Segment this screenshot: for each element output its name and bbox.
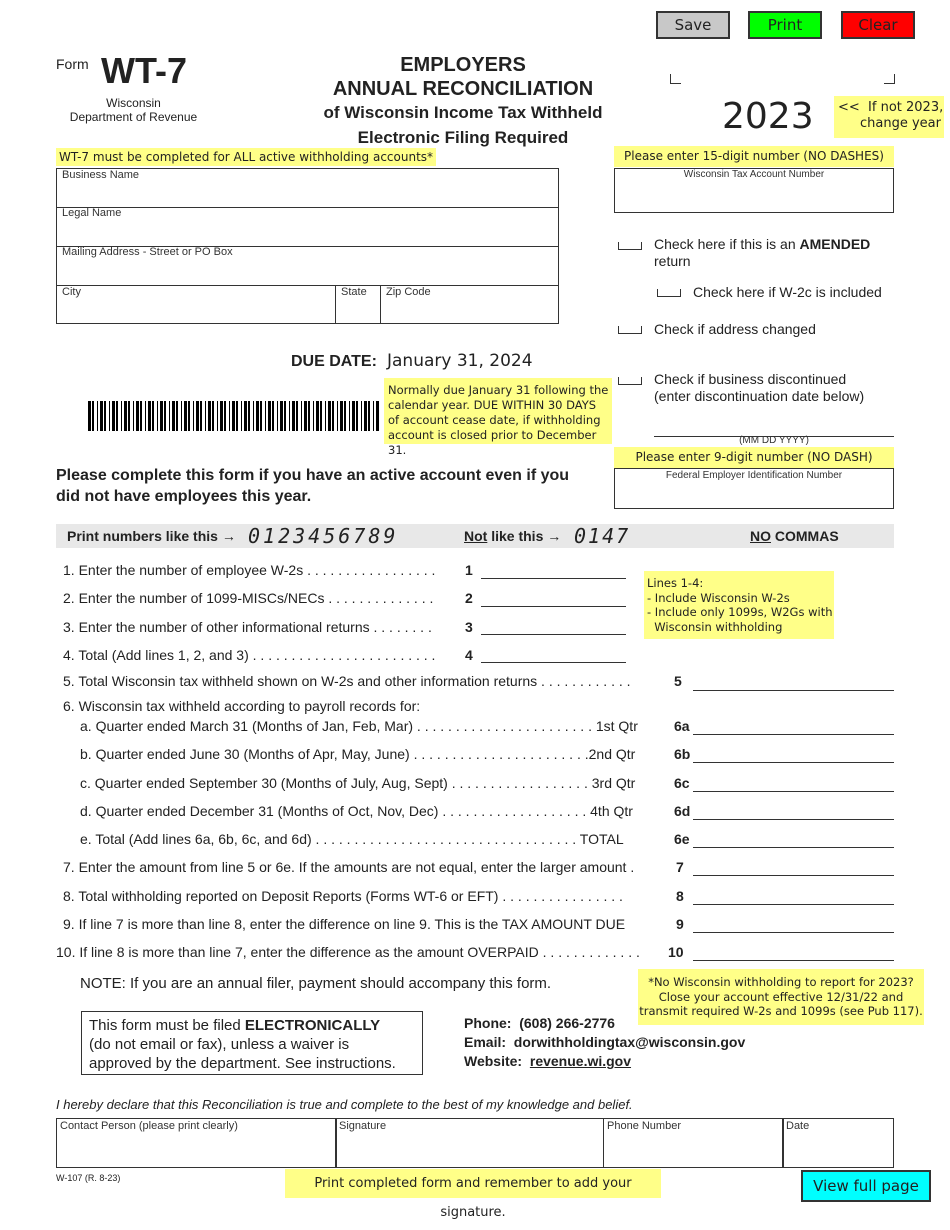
barcode-bar bbox=[364, 401, 367, 431]
barcode-bar bbox=[148, 401, 151, 431]
w2c-checkbox[interactable] bbox=[657, 289, 681, 297]
barcode-bar bbox=[340, 401, 343, 431]
lines-note-1: Lines 1-4: bbox=[647, 576, 704, 590]
barcode-bar bbox=[128, 401, 130, 431]
contact-info bbox=[464, 1014, 745, 1071]
tax-account-number-label: Wisconsin Tax Account Number bbox=[683, 169, 825, 180]
line-6a-input[interactable] bbox=[693, 716, 894, 735]
barcode-bar bbox=[265, 401, 266, 431]
due-note-line-2: calendar year. DUE WITHIN 30 DAYS bbox=[388, 398, 597, 412]
lines-note-4: Wisconsin withholding bbox=[647, 619, 783, 634]
barcode-bar bbox=[193, 401, 194, 431]
print-like-label: Print numbers like this → bbox=[67, 528, 236, 544]
address-changed-checkbox[interactable] bbox=[618, 326, 642, 334]
form-id: WT-7 bbox=[101, 50, 187, 91]
legal-name-field[interactable] bbox=[56, 207, 559, 247]
barcode-bar bbox=[116, 401, 118, 431]
barcode-bar bbox=[88, 401, 91, 431]
barcode-bar bbox=[289, 401, 290, 431]
barcode-bar bbox=[301, 401, 302, 431]
title-line-4: Electronic Filing Required bbox=[357, 128, 569, 147]
date-label: Date bbox=[786, 1120, 810, 1132]
all-accounts-note: WT-7 must be completed for ALL active withholding accounts* bbox=[56, 148, 436, 166]
agency-name bbox=[56, 96, 211, 124]
barcode-bar bbox=[356, 401, 358, 431]
annual-filer-note: NOTE: If you are an annual filer, payment should accompany this form. bbox=[80, 975, 552, 992]
barcode-bar bbox=[109, 401, 110, 431]
amended-label bbox=[654, 236, 894, 270]
line-6b-number: 6b bbox=[674, 746, 691, 762]
email-row bbox=[464, 1033, 745, 1052]
barcode-bar bbox=[328, 401, 331, 431]
barcode-bar bbox=[212, 401, 214, 431]
instruction-text bbox=[56, 465, 569, 507]
no-word: NO bbox=[750, 528, 771, 544]
fein-note: Please enter 9-digit number (NO DASH) bbox=[614, 447, 894, 468]
barcode-bar bbox=[241, 401, 242, 431]
not-like-label bbox=[464, 528, 561, 544]
line-6e-number: 6e bbox=[674, 831, 690, 847]
lines-1-4-note bbox=[644, 571, 834, 639]
due-date-label: DUE DATE: bbox=[291, 353, 377, 370]
line-8-number: 8 bbox=[676, 888, 684, 904]
due-note-line-1: Normally due January 31 following the bbox=[388, 383, 609, 397]
line-9-number: 9 bbox=[676, 916, 684, 932]
line-9-input[interactable] bbox=[693, 914, 894, 933]
barcode-bar bbox=[256, 401, 259, 431]
amended-text: Check here if this is an bbox=[654, 236, 800, 252]
barcode-bar bbox=[92, 401, 94, 431]
declaration-text: I hereby declare that this Reconciliation is true and complete to the best of my knowledge and belief. bbox=[56, 1097, 633, 1112]
line-6c-number: 6c bbox=[674, 775, 690, 791]
corner-mark-right bbox=[884, 74, 895, 84]
legal-name-label: Legal Name bbox=[62, 207, 122, 219]
amended-bold: AMENDED bbox=[799, 236, 871, 252]
barcode-bar bbox=[248, 401, 250, 431]
line-6d-number: 6d bbox=[674, 803, 691, 819]
barcode-bar bbox=[320, 401, 322, 431]
line-6b-label: b. Quarter ended June 30 (Months of Apr, May, June) . . . . . . . . . . . . . . . . . . . . . . .2nd Qtr bbox=[80, 746, 636, 762]
business-name-label: Business Name bbox=[62, 169, 140, 181]
barcode-bar bbox=[268, 401, 271, 431]
line-5-number: 5 bbox=[674, 673, 682, 689]
barcode-bar bbox=[184, 401, 187, 431]
barcode-bar bbox=[104, 401, 106, 431]
barcode-bar bbox=[373, 401, 374, 431]
barcode-bar bbox=[284, 401, 286, 431]
barcode-bar bbox=[296, 401, 298, 431]
barcode-bar bbox=[169, 401, 170, 431]
due-note-line-4: account is closed prior to December 31. bbox=[388, 428, 597, 457]
barcode-bar bbox=[313, 401, 314, 431]
website-link[interactable]: revenue.wi.gov bbox=[529, 1053, 632, 1069]
barcode-bar bbox=[136, 401, 139, 431]
line-4-label: 4. Total (Add lines 1, 2, and 3) . . . . . . . . . . . . . . . . . . . . . . . . bbox=[63, 647, 436, 663]
state-label: State bbox=[341, 286, 367, 298]
signature-label: Signature bbox=[339, 1120, 387, 1132]
agency-line-1: Wisconsin bbox=[106, 96, 161, 110]
save-button[interactable]: Save bbox=[656, 11, 730, 39]
not-word: Not bbox=[464, 528, 488, 544]
line-9-label: 9. If line 7 is more than line 8, enter the difference on line 9. This is the TAX AMOUNT DUE bbox=[63, 916, 626, 932]
email-label: Email: bbox=[464, 1034, 507, 1050]
barcode-bar bbox=[160, 401, 163, 431]
agency-line-2: Department of Revenue bbox=[69, 110, 198, 124]
barcode-bar bbox=[145, 401, 146, 431]
title-line-3: of Wisconsin Income Tax Withheld bbox=[323, 103, 603, 122]
barcode-bar bbox=[100, 401, 103, 431]
discontinued-checkbox[interactable] bbox=[618, 377, 642, 385]
no-commas-label bbox=[750, 528, 839, 544]
no-wh-line-2: Close your account effective 12/31/22 and bbox=[658, 989, 904, 1004]
line-8-label: 8. Total withholding reported on Deposit Reports (Forms WT-6 or EFT) . . . . . . . . . . . . . . . . bbox=[63, 888, 623, 904]
phone-number-label: Phone Number bbox=[607, 1120, 681, 1132]
line-4-number: 4 bbox=[465, 647, 473, 663]
barcode-bar bbox=[157, 401, 158, 431]
line-7-label: 7. Enter the amount from line 5 or 6e. If the amounts are not equal, enter the larger amount . bbox=[63, 859, 635, 875]
barcode-bar bbox=[277, 401, 278, 431]
lines-note-2: - Include Wisconsin W-2s bbox=[647, 590, 790, 605]
amended-return-word: return bbox=[654, 253, 691, 269]
barcode-bar bbox=[308, 401, 310, 431]
due-note-line-3: of account cease date, if withholding bbox=[388, 413, 601, 427]
zip-label: Zip Code bbox=[386, 286, 431, 298]
barcode-bar bbox=[232, 401, 235, 431]
due-date-value: January 31, 2024 bbox=[387, 351, 533, 371]
bad-number-sample: 0147 bbox=[574, 524, 631, 548]
line-6d-input[interactable] bbox=[693, 801, 894, 820]
lines-note-3: - Include only 1099s, W2Gs with bbox=[647, 605, 833, 619]
line-2-number: 2 bbox=[465, 590, 473, 606]
year-note-line-1: << If not 2023, bbox=[838, 100, 944, 115]
barcode-bar bbox=[164, 401, 166, 431]
line-2-input[interactable] bbox=[481, 588, 626, 607]
w2c-label: Check here if W-2c is included bbox=[693, 284, 882, 300]
barcode-bar bbox=[332, 401, 334, 431]
no-wh-line-1: *No Wisconsin withholding to report for 2023? bbox=[648, 975, 914, 989]
line-6b-input[interactable] bbox=[693, 744, 894, 763]
line-1-label: 1. Enter the number of employee W-2s . . . . . . . . . . . . . . . . . bbox=[63, 562, 436, 578]
phone-value: (608) 266-2776 bbox=[519, 1015, 615, 1031]
title-line-1: EMPLOYERS bbox=[400, 54, 526, 76]
efile-line-2: (do not email or fax), unless a waiver is bbox=[89, 1036, 350, 1053]
print-button[interactable]: Print bbox=[748, 11, 822, 39]
barcode-bar bbox=[124, 401, 127, 431]
barcode-bar bbox=[176, 401, 178, 431]
line-10-input[interactable] bbox=[693, 942, 894, 961]
line-7-number: 7 bbox=[676, 859, 684, 875]
barcode-bar bbox=[260, 401, 262, 431]
instruction-line-1: Please complete this form if you have an active account even if you bbox=[56, 467, 570, 484]
barcode-bar bbox=[253, 401, 254, 431]
clear-button[interactable]: Clear bbox=[841, 11, 915, 39]
barcode-bar bbox=[205, 401, 206, 431]
efile-box bbox=[81, 1011, 423, 1075]
barcode-bar bbox=[376, 401, 379, 431]
line-8-input[interactable] bbox=[693, 886, 894, 905]
line-6a-number: 6a bbox=[674, 718, 690, 734]
not-rest: like this → bbox=[487, 528, 562, 544]
efile-bold: ELECTRONICALLY bbox=[244, 1017, 381, 1034]
address-changed-label: Check if address changed bbox=[654, 321, 816, 337]
city-label: City bbox=[62, 286, 81, 298]
efile-text: This form must be filed bbox=[89, 1017, 245, 1034]
amended-checkbox[interactable] bbox=[618, 242, 642, 250]
line-5-label: 5. Total Wisconsin tax withheld shown on W-2s and other information returns . . . . . . . . . . . . bbox=[63, 673, 631, 689]
barcode-bar bbox=[208, 401, 211, 431]
form-title bbox=[300, 53, 626, 151]
line-1-input[interactable] bbox=[481, 560, 626, 579]
line-10-number: 10 bbox=[668, 944, 684, 960]
barcode bbox=[88, 401, 384, 431]
barcode-bar bbox=[292, 401, 295, 431]
tax-year-field[interactable]: 2023 bbox=[722, 96, 814, 137]
form-label: Form bbox=[56, 56, 89, 72]
line-6c-input[interactable] bbox=[693, 773, 894, 792]
line-7-input[interactable] bbox=[693, 857, 894, 876]
barcode-bar bbox=[344, 401, 346, 431]
discontinued-line-2: (enter discontinuation date below) bbox=[654, 388, 865, 404]
discontinued-label bbox=[654, 371, 864, 405]
corner-mark-left bbox=[670, 74, 681, 84]
line-3-number: 3 bbox=[465, 619, 473, 635]
print-reminder: Print completed form and remember to add your signature. bbox=[285, 1169, 661, 1198]
barcode-bar bbox=[280, 401, 283, 431]
line-6a-label: a. Quarter ended March 31 (Months of Jan, Feb, Mar) . . . . . . . . . . . . . . . . . . . . . . . 1st Qtr bbox=[80, 718, 638, 734]
barcode-bar bbox=[352, 401, 355, 431]
barcode-bar bbox=[188, 401, 190, 431]
due-date-note bbox=[384, 378, 612, 457]
year-note bbox=[834, 96, 944, 138]
barcode-bar bbox=[217, 401, 218, 431]
contact-person-label: Contact Person (please print clearly) bbox=[60, 1120, 238, 1132]
city-field[interactable] bbox=[56, 285, 336, 324]
barcode-bar bbox=[316, 401, 319, 431]
mailing-address-label: Mailing Address - Street or PO Box bbox=[62, 246, 233, 258]
barcode-bar bbox=[224, 401, 226, 431]
barcode-bar bbox=[152, 401, 154, 431]
date-format-hint: (MM DD YYYY) bbox=[739, 435, 809, 446]
efile-line-3: approved by the department. See instructions. bbox=[89, 1055, 396, 1072]
barcode-bar bbox=[112, 401, 115, 431]
barcode-bar bbox=[181, 401, 182, 431]
barcode-bar bbox=[133, 401, 134, 431]
barcode-bar bbox=[337, 401, 338, 431]
view-full-page-button[interactable]: View full page bbox=[801, 1170, 931, 1202]
line-6d-label: d. Quarter ended December 31 (Months of Oct, Nov, Dec) . . . . . . . . . . . . . . . . . . . 4th Qtr bbox=[80, 803, 633, 819]
account-number-note: Please enter 15-digit number (NO DASHES) bbox=[614, 146, 894, 167]
discontinued-line-1: Check if business discontinued bbox=[654, 371, 847, 387]
efile-line-1 bbox=[89, 1016, 422, 1035]
line-2-label: 2. Enter the number of 1099-MISCs/NECs . . . . . . . . . . . . . . bbox=[63, 590, 434, 606]
barcode-bar bbox=[121, 401, 122, 431]
line-5-input[interactable] bbox=[693, 672, 894, 691]
line-3-input[interactable] bbox=[481, 616, 626, 635]
barcode-bar bbox=[220, 401, 223, 431]
barcode-bar bbox=[349, 401, 350, 431]
website-row bbox=[464, 1052, 745, 1071]
barcode-bar bbox=[97, 401, 98, 431]
year-note-line-2: change year bbox=[860, 116, 941, 131]
barcode-bar bbox=[200, 401, 202, 431]
no-wh-line-3: transmit required W-2s and 1099s (see Pub 117). bbox=[639, 1004, 923, 1018]
fein-label: Federal Employer Identification Number bbox=[665, 470, 843, 481]
good-number-sample: 0123456789 bbox=[248, 524, 399, 548]
line-6-label: 6. Wisconsin tax withheld according to payroll records for: bbox=[63, 698, 421, 714]
line-4-input[interactable] bbox=[481, 644, 626, 663]
barcode-bar bbox=[361, 401, 362, 431]
line-6e-label: e. Total (Add lines 6a, 6b, 6c, and 6d) . . . . . . . . . . . . . . . . . . . . . . . . . . . . . . . . . . TOTAL bbox=[80, 831, 624, 847]
email-value[interactable]: dorwithholdingtax@wisconsin.gov bbox=[513, 1034, 746, 1050]
title-line-2: ANNUAL RECONCILIATION bbox=[332, 78, 594, 100]
barcode-bar bbox=[140, 401, 142, 431]
barcode-bar bbox=[272, 401, 274, 431]
barcode-bar bbox=[236, 401, 238, 431]
instruction-line-2: did not have employees this year. bbox=[56, 488, 312, 505]
commas-word: COMMAS bbox=[771, 528, 839, 544]
barcode-bar bbox=[244, 401, 247, 431]
line-1-number: 1 bbox=[465, 562, 473, 578]
barcode-bar bbox=[196, 401, 199, 431]
barcode-bar bbox=[229, 401, 230, 431]
barcode-bar bbox=[325, 401, 326, 431]
barcode-bar bbox=[368, 401, 370, 431]
form-code: W-107 (R. 8-23) bbox=[56, 1173, 121, 1183]
phone-label: Phone: bbox=[464, 1015, 512, 1031]
website-label: Website: bbox=[464, 1053, 523, 1069]
phone-row bbox=[464, 1014, 745, 1033]
line-6e-input[interactable] bbox=[693, 829, 894, 848]
line-6c-label: c. Quarter ended September 30 (Months of July, Aug, Sept) . . . . . . . . . . . . . . . . . . 3rd Qtr bbox=[80, 775, 636, 791]
barcode-bar bbox=[304, 401, 307, 431]
line-3-label: 3. Enter the number of other informational returns . . . . . . . . bbox=[63, 619, 432, 635]
line-10-label: 10. If line 8 is more than line 7, enter the difference as the amount OVERPAID . . . . . . . . . . . . . bbox=[56, 944, 640, 960]
barcode-bar bbox=[172, 401, 175, 431]
